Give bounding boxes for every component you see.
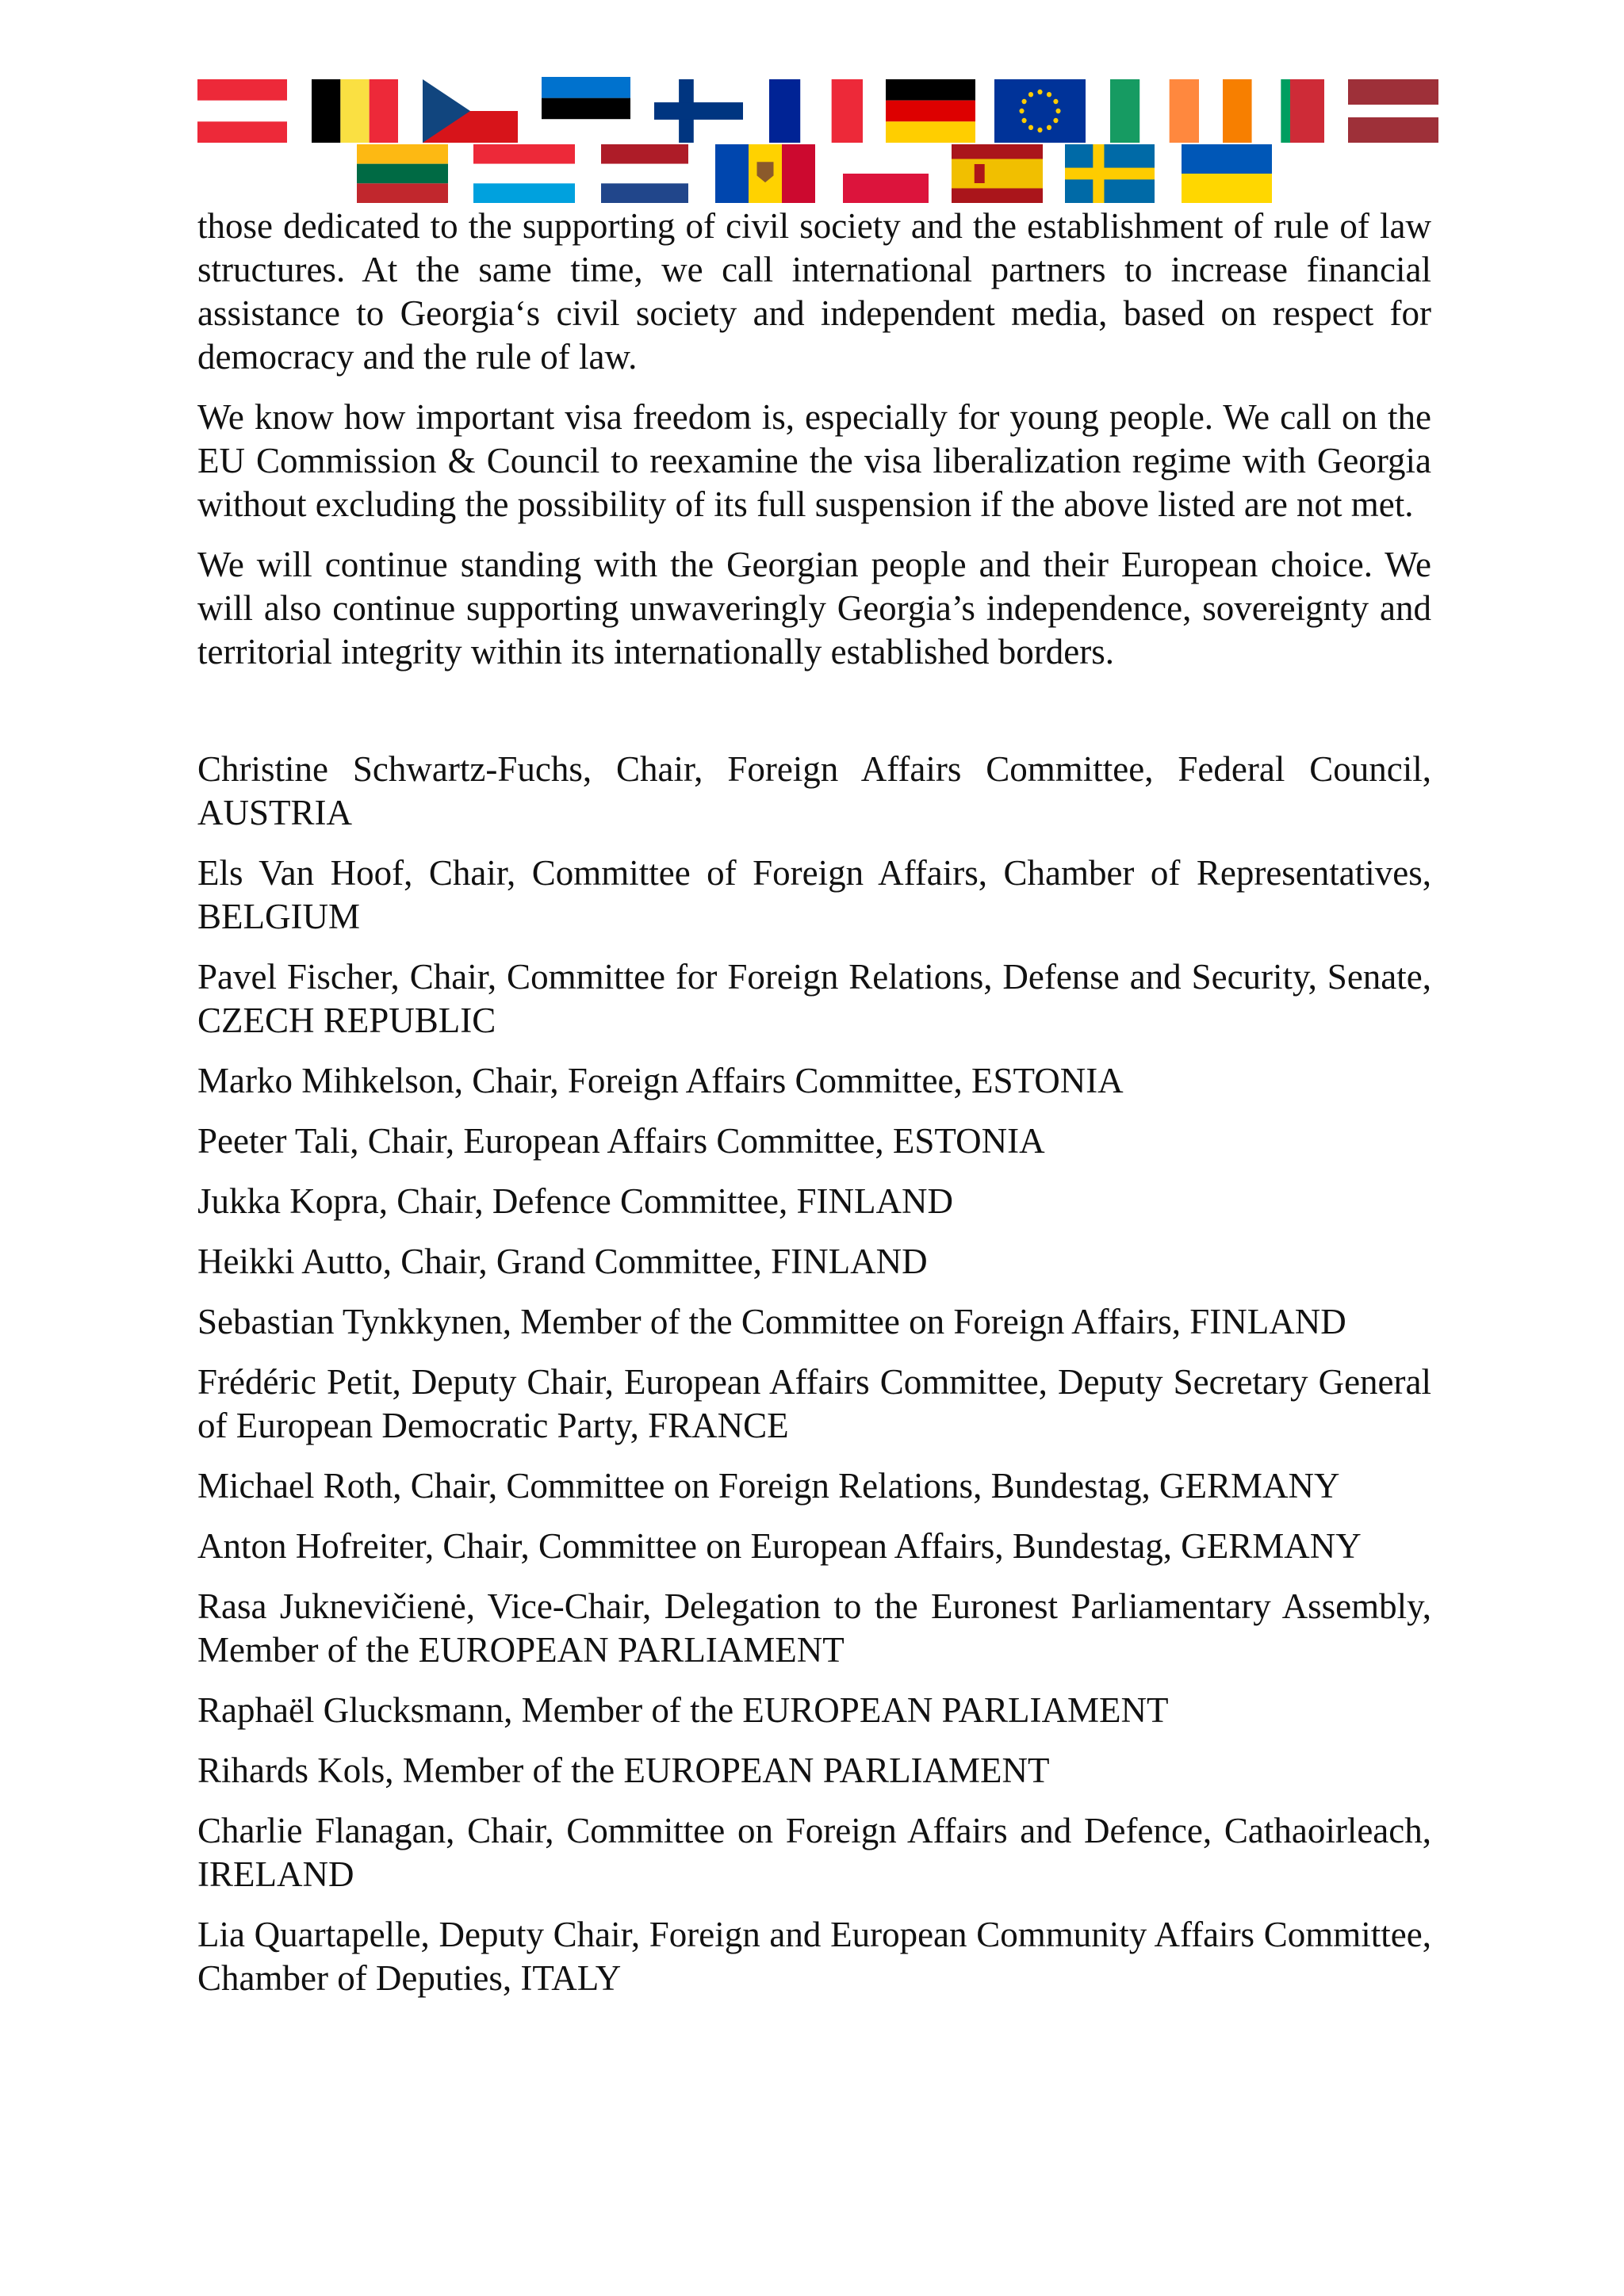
flag-latvia-icon [1348, 79, 1438, 143]
paragraph-visa-freedom: We know how important visa freedom is, especially for young people. We call on the EU Commission & Council to reexamine the visa liberalization regime with Georgia without excluding the possibility of its full suspension if the above listed are not met. [197, 397, 1431, 524]
signatory-item: Raphaël Glucksmann, Member of the EUROPEAN PARLIAMENT [197, 1690, 1169, 1730]
flag-banner [0, 0, 1624, 206]
flag-estonia-icon [542, 77, 630, 140]
flag-poland-icon [843, 144, 929, 203]
flag-france-icon [769, 79, 863, 143]
signatory-list [197, 748, 1431, 2000]
letter-body [197, 205, 1431, 2017]
signatory-item: Frédéric Petit, Deputy Chair, European Affairs Committee, Deputy Secretary General of European Democratic Party, FRANCE [197, 1362, 1431, 1445]
signatory-item: Peeter Tali, Chair, European Affairs Committee, ESTONIA [197, 1121, 1045, 1161]
signatory-item: Els Van Hoof, Chair, Committee of Foreign Affairs, Chamber of Representatives, BELGIUM [197, 853, 1431, 936]
flag-czech-republic-icon [423, 79, 518, 143]
signatory-item: Charlie Flanagan, Chair, Committee on Foreign Affairs and Defence, Cathaoirleach, IRELAND [197, 1811, 1431, 1894]
flag-netherlands-icon [601, 144, 688, 203]
signatory-item: Christine Schwartz-Fuchs, Chair, Foreign Affairs Committee, Federal Council, AUSTRIA [197, 749, 1431, 832]
flag-spain-icon [952, 144, 1043, 203]
flag-moldova-icon [715, 144, 815, 203]
signatory-item: Heikki Autto, Chair, Grand Committee, FINLAND [197, 1242, 928, 1281]
flag-eu-icon [994, 79, 1086, 143]
signatory-item: Jukka Kopra, Chair, Defence Committee, FINLAND [197, 1181, 953, 1221]
signatory-item: Rasa Juknevičienė, Vice-Chair, Delegation to the Euronest Parliamentary Assembly, Member of the EUROPEAN PARLIAMENT [197, 1586, 1431, 1670]
flag-italy-icon [1290, 79, 1324, 143]
paragraph-civil-society: those dedicated to the supporting of civil society and the establishment of rule of law structures. At the same time, we call international partners to increase financial assistance to Georgia‘s civil society and independent media, based on respect for democracy and the rule of law. [197, 206, 1431, 377]
signatory-item: Anton Hofreiter, Chair, Committee on European Affairs, Bundestag, GERMANY [197, 1526, 1362, 1566]
signatory-item: Lia Quartapelle, Deputy Chair, Foreign and European Community Affairs Committee, Chamber of Deputies, ITALY [197, 1915, 1431, 1998]
flag-lithuania-icon [357, 144, 448, 203]
flag-ukraine-icon [1182, 144, 1272, 203]
paragraph-continued-support: We will continue standing with the Georgian people and their European choice. We will also continue supporting unwaveringly Georgia’s independence, sovereignty and territorial integrity within its internationally established borders. [197, 545, 1431, 672]
flag-belgium-icon [312, 79, 398, 143]
signatory-item: Sebastian Tynkkynen, Member of the Committee on Foreign Affairs, FINLAND [197, 1302, 1346, 1341]
flag-finland-icon [654, 79, 743, 143]
flag-luxembourg-icon [473, 144, 575, 203]
signatory-item: Rihards Kols, Member of the EUROPEAN PARLIAMENT [197, 1751, 1050, 1790]
flag-germany-icon [886, 79, 975, 143]
signatory-item: Pavel Fischer, Chair, Committee for Foreign Relations, Defense and Security, Senate, CZECH REPUBLIC [197, 957, 1431, 1040]
flag-austria-icon [197, 79, 287, 143]
flag-sweden-icon [1065, 144, 1155, 203]
flag-ireland-icon [1110, 79, 1199, 143]
signatory-item: Marko Mihkelson, Chair, Foreign Affairs Committee, ESTONIA [197, 1061, 1124, 1100]
signatory-item: Michael Roth, Chair, Committee on Foreign Relations, Bundestag, GERMANY [197, 1466, 1340, 1506]
